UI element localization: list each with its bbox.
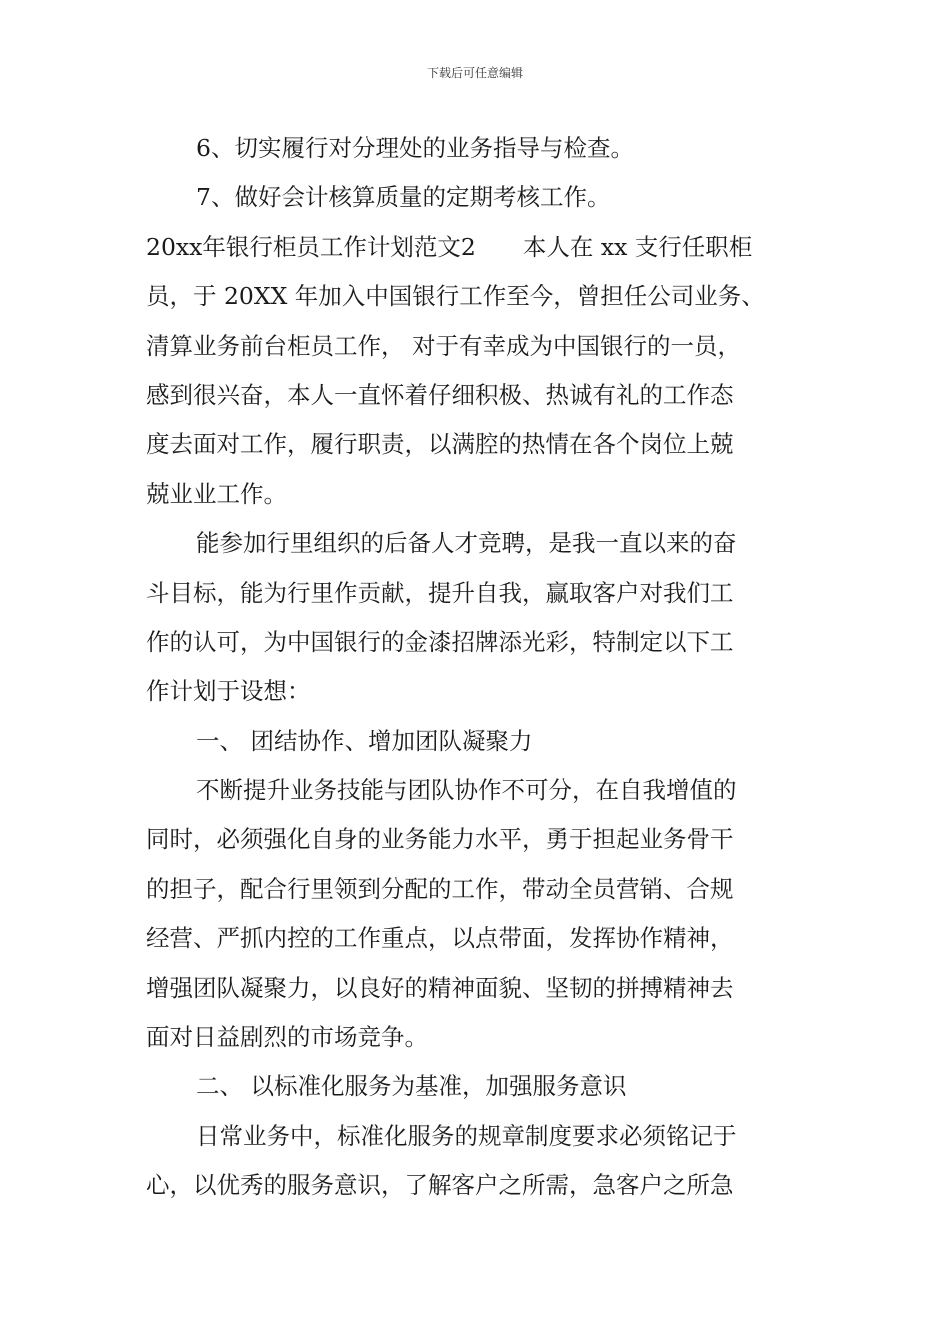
text-line: 不断提升业务技能与团队协作不可分，在自我增值的 xyxy=(196,776,737,805)
heading-line: 一、 团结协作、增加团队凝聚力 xyxy=(196,726,533,755)
text-line: 6、切实履行对分理处的业务指导与检查。 xyxy=(196,134,634,162)
text-line: 同时，必须强化自身的业务能力水平，勇于担起业务骨干 xyxy=(146,825,734,854)
text-line: 兢业业工作。 xyxy=(146,479,287,508)
text-line: 员，于 20XX 年加入中国银行工作至今，曾担任公司业务、 xyxy=(146,282,765,311)
text-line: 斗目标，能为行里作贡献，提升自我，赢取客户对我们工 xyxy=(146,578,734,607)
text-line: 的担子，配合行里领到分配的工作，带动全员营销、合规 xyxy=(146,874,734,903)
heading-line: 二、 以标准化服务为基准，加强服务意识 xyxy=(196,1072,627,1101)
text-line: 面对日益剧烈的市场竞争。 xyxy=(146,1023,428,1052)
section-title-line: 20xx年银行柜员工作计划范文2 本人在 xx 支行任职柜 xyxy=(146,232,753,261)
text-line: 增强团队凝聚力，以良好的精神面貌、坚韧的拼搏精神去 xyxy=(146,973,734,1002)
text-line: 作计划于设想： xyxy=(146,677,311,706)
text-line: 作的认可，为中国银行的金漆招牌添光彩，特制定以下工 xyxy=(146,627,734,656)
text-line: 7、做好会计核算质量的定期考核工作。 xyxy=(196,183,611,212)
text-line: 经营、严抓内控的工作重点，以点带面，发挥协作精神， xyxy=(146,924,734,953)
text-line: 感到很兴奋，本人一直怀着仔细积极、热诚有礼的工作态 xyxy=(146,380,734,409)
text-line: 心，以优秀的服务意识，了解客户之所需，急客户之所急 xyxy=(146,1171,734,1200)
text-line: 能参加行里组织的后备人才竞聘，是我一直以来的奋 xyxy=(196,529,737,558)
text-line: 清算业务前台柜员工作， 对于有幸成为中国银行的一员， xyxy=(146,331,741,360)
document-body xyxy=(146,124,816,1211)
page-header: 下载后可任意编辑 xyxy=(426,66,523,80)
text-line: 度去面对工作，履行职责，以满腔的热情在各个岗位上兢 xyxy=(146,430,734,459)
text-line: 日常业务中，标准化服务的规章制度要求必须铭记于 xyxy=(196,1121,737,1150)
